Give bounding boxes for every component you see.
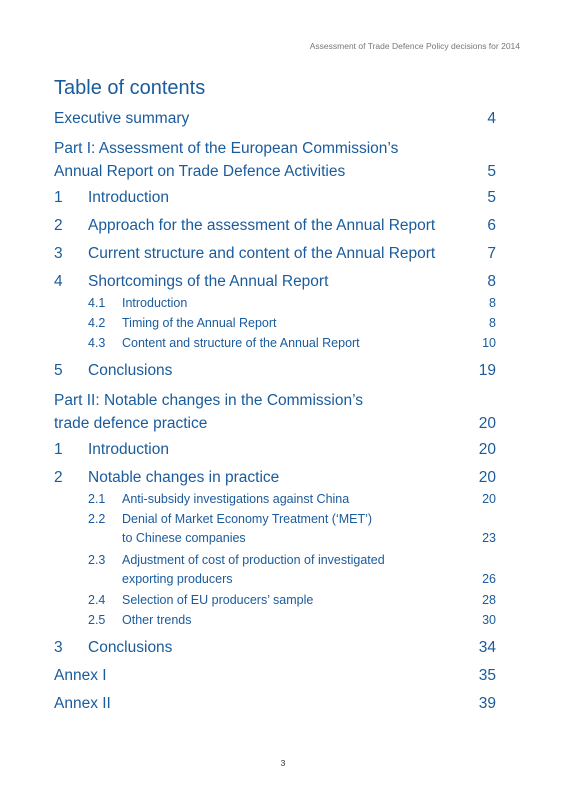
toc-entry-label: Timing of the Annual Report: [122, 316, 277, 330]
toc-page-number: 8: [487, 273, 496, 290]
toc-entry-line2: exporting producers: [122, 572, 233, 586]
toc-number: 4: [54, 273, 63, 290]
toc-entry-label: Shortcomings of the Annual Report: [88, 273, 329, 290]
toc-page-number: 6: [487, 217, 496, 234]
toc-number: 2: [54, 217, 63, 234]
toc-entry-p1-current-structure[interactable]: [54, 245, 496, 263]
toc-page-number: 39: [478, 695, 496, 712]
toc-entry-line2: to Chinese companies: [122, 531, 246, 545]
toc-number: 4.1: [88, 296, 106, 310]
running-header: Assessment of Trade Defence Policy decisions for 2014: [309, 41, 520, 51]
toc-number: 3: [54, 245, 63, 262]
toc-entry-p2-2-1[interactable]: [88, 492, 496, 506]
toc-entry-label: Current structure and content of the Annual Report: [88, 245, 436, 262]
toc-number: 1: [54, 189, 63, 206]
toc-page-number: 5: [487, 189, 496, 206]
toc-number: 4.2: [88, 316, 106, 330]
toc-number: 3: [54, 639, 63, 656]
toc-entry-p1-introduction[interactable]: [54, 189, 496, 207]
toc-page-number: 20: [478, 469, 496, 486]
toc-entry-line1: Adjustment of cost of production of investigated: [122, 553, 385, 567]
toc-part-line1: Part I: Assessment of the European Commission’s: [54, 140, 399, 157]
toc-entry-executive-summary[interactable]: [54, 110, 496, 128]
toc-entry-annex-1[interactable]: [54, 667, 496, 685]
toc-entry-p2-2-2[interactable]: [88, 510, 496, 548]
toc-entry-p2-2-4[interactable]: [88, 593, 496, 607]
toc-page-number: 7: [487, 245, 496, 262]
toc-page-number: 4: [487, 110, 496, 127]
toc-page-number: 20: [478, 415, 496, 432]
toc-entry-part-2[interactable]: [54, 389, 496, 435]
toc-entry-label: Introduction: [88, 441, 169, 458]
toc-entry-label: Introduction: [88, 189, 169, 206]
toc-number: 4.3: [88, 336, 106, 350]
toc-entry-annex-2[interactable]: [54, 695, 496, 713]
toc-entry-p1-approach[interactable]: [54, 217, 496, 235]
page-number: 3: [280, 758, 286, 768]
toc-page-number: 23: [482, 531, 496, 545]
toc-entry-label: Selection of EU producers’ sample: [122, 593, 314, 607]
toc-entry-p1-conclusions[interactable]: [54, 362, 496, 380]
toc-part-line2: Annual Report on Trade Defence Activities: [54, 163, 346, 180]
toc-number: 5: [54, 362, 63, 379]
toc-page-number: 35: [478, 667, 496, 684]
toc-entry-p2-2-5[interactable]: [88, 613, 496, 627]
toc-page-number: 8: [489, 296, 496, 310]
toc-part-line1: Part II: Notable changes in the Commission’s: [54, 392, 364, 409]
toc-page-number: 20: [482, 492, 496, 506]
toc-page-number: 28: [482, 593, 496, 607]
toc-page-number: 34: [478, 639, 496, 656]
toc-entry-label: Executive summary: [54, 110, 190, 127]
toc-page-number: 30: [482, 613, 496, 627]
toc-entry-line1: Denial of Market Economy Treatment (‘MET’): [122, 512, 373, 526]
toc-entry-label: Introduction: [122, 296, 188, 310]
toc-number: 2.4: [88, 593, 106, 607]
page-title: Table of contents: [54, 77, 206, 99]
toc-entry-label: Other trends: [122, 613, 192, 627]
toc-entry-p1-4-3[interactable]: [88, 336, 496, 350]
toc-entry-p2-conclusions[interactable]: [54, 639, 496, 657]
toc-page-number: 26: [482, 572, 496, 586]
toc-entry-p1-shortcomings[interactable]: [54, 273, 496, 291]
toc-entry-label: Approach for the assessment of the Annual Report: [88, 217, 436, 234]
toc-entry-label: Conclusions: [88, 362, 173, 379]
toc-entry-part-1[interactable]: [54, 137, 496, 183]
toc-number: 2: [54, 469, 63, 486]
toc-entry-label: Content and structure of the Annual Report: [122, 336, 360, 350]
toc-entry-p2-2-3[interactable]: [88, 551, 496, 589]
toc-number: 2.5: [88, 613, 106, 627]
toc-entry-p2-introduction[interactable]: [54, 441, 496, 459]
toc-number: 2.3: [88, 553, 106, 567]
toc-page-number: 5: [487, 163, 496, 180]
toc-part-line2: trade defence practice: [54, 415, 208, 432]
toc-number: 2.2: [88, 512, 106, 526]
toc-entry-label: Annex II: [54, 695, 111, 712]
toc-page-number: 10: [482, 336, 496, 350]
toc-number: 1: [54, 441, 63, 458]
toc-page-number: 20: [478, 441, 496, 458]
toc-entry-p1-4-2[interactable]: [88, 316, 496, 330]
toc-entry-p2-notable-changes[interactable]: [54, 469, 496, 487]
toc-entry-p1-4-1[interactable]: [88, 296, 496, 310]
toc-entry-label: Conclusions: [88, 639, 173, 656]
toc-entry-label: Annex I: [54, 667, 107, 684]
toc-page-number: 19: [478, 362, 496, 379]
toc-entry-label: Notable changes in practice: [88, 469, 280, 486]
toc-number: 2.1: [88, 492, 106, 506]
toc-page-number: 8: [489, 316, 496, 330]
toc-entry-label: Anti-subsidy investigations against China: [122, 492, 350, 506]
